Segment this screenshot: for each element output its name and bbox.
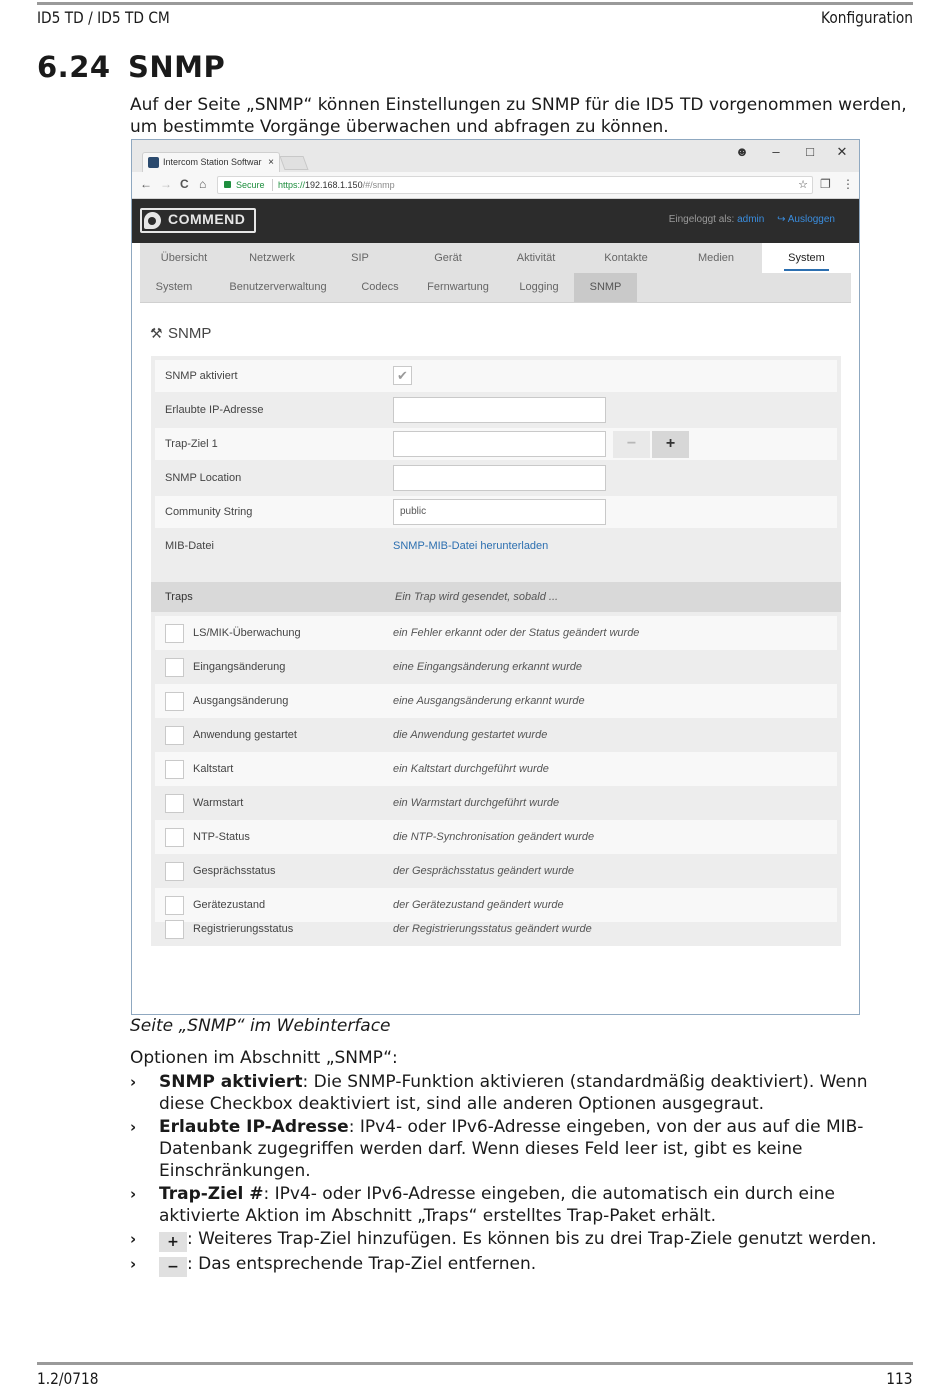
trap-row [155,752,837,786]
page-number: 113 [886,1369,913,1388]
reload-icon[interactable]: C [180,177,189,191]
lock-icon [224,181,231,188]
snmp-location-label: SNMP Location [165,472,242,484]
header-rule [37,2,913,5]
list-item [130,1116,915,1182]
traps-title: Traps [165,591,193,603]
forward-icon[interactable]: → [160,177,172,191]
sub-tab-codecs[interactable]: Codecs [361,281,399,293]
trap-row [155,684,837,718]
row-mib-file [155,530,837,562]
snmp-enabled-checkbox[interactable]: ✔ [393,366,412,385]
trap-label: NTP-Status [193,831,250,843]
trap-description: eine Eingangsänderung erkannt wurde [393,661,582,673]
close-window-icon[interactable]: ✕ [836,144,848,159]
trap-description: die NTP-Synchronisation geändert wurde [393,831,595,843]
traps-card [151,582,841,946]
row-snmp-location [155,462,837,494]
main-tab-sip[interactable]: SIP [351,252,369,264]
trap-checkbox[interactable] [165,920,184,939]
login-status [669,214,835,225]
sub-navigation [140,273,851,303]
cast-icon[interactable]: ❐ [820,177,831,191]
url-host: 192.168.1.150 [305,180,363,190]
address-bar [132,172,859,199]
remove-trap-target-button[interactable]: − [613,431,650,458]
bullet-arrow-icon: › [130,1118,137,1136]
trap-description: der Gesprächsstatus geändert wurde [393,865,574,877]
main-tab-geraet[interactable]: Gerät [434,252,462,264]
trap-description: der Registrierungsstatus geändert wurde [393,923,592,935]
trap-description: eine Ausgangsänderung erkannt wurde [393,695,585,707]
browser-tab-strip [132,140,859,172]
main-tab-aktivitaet[interactable]: Aktivität [516,252,556,264]
trap-row [155,786,837,820]
login-label: Eingeloggt als: [668,214,735,225]
add-trap-target-button[interactable]: + [652,431,689,458]
trap-checkbox[interactable] [165,862,184,881]
list-item [130,1183,915,1227]
document-header [37,0,913,30]
secure-label: Secure [236,180,265,190]
url-separator [272,179,273,191]
commend-logo [140,208,256,233]
main-tab-system[interactable]: System [762,243,851,273]
logo-mark-icon [144,212,161,229]
main-tab-kontakte[interactable]: Kontakte [604,252,648,264]
trap-checkbox[interactable] [165,760,184,779]
trap-label: Eingangsänderung [193,661,286,673]
snmp-enabled-label: SNMP aktiviert [165,370,238,382]
trap-row [155,854,837,888]
option-text: : Die SNMP-Funktion aktivieren (standardmäßig deaktiviert). Wenn diese Checkbox deaktiviert ist, sind alle anderen Optionen ausgegraut. [159,1072,868,1114]
trap-label: Warmstart [193,797,244,809]
logout-label: Ausloggen [787,214,835,225]
section-name: SNMP [128,50,226,84]
options-list [130,1071,915,1278]
main-tab-medien[interactable]: Medien [697,252,735,264]
minus-key-icon: − [159,1257,187,1277]
new-tab-button[interactable] [279,156,308,170]
option-term: Trap-Ziel # [159,1184,264,1204]
trap-checkbox[interactable] [165,828,184,847]
trap-target-label: Trap-Ziel 1 [165,438,218,450]
option-text: : Weiteres Trap-Ziel hinzufügen. Es können bis zu drei Trap-Ziele genutzt werden. [187,1229,877,1249]
bullet-arrow-icon: › [130,1230,137,1248]
snmp-settings-card [151,356,841,582]
list-item [130,1253,915,1277]
footer-version: 1.2/0718 [37,1369,99,1388]
trap-target-input[interactable] [393,431,606,457]
bullet-arrow-icon: › [130,1255,137,1273]
trap-label: Ausgangsänderung [193,695,289,707]
trap-label: Registrierungsstatus [193,923,294,935]
tab-close-icon[interactable]: × [268,157,274,168]
account-icon[interactable]: ☻ [735,144,749,159]
bullet-arrow-icon: › [130,1185,137,1203]
home-icon[interactable]: ⌂ [199,177,207,191]
page-content [140,303,851,1015]
logout-link[interactable]: ↪ Ausloggen [777,214,835,225]
minimize-icon[interactable]: – [772,144,780,159]
allowed-ip-label: Erlaubte IP-Adresse [165,404,264,416]
section-number: 6.24 [37,50,111,84]
trap-label: Kaltstart [193,763,234,775]
app-header [132,199,859,243]
mib-download-link[interactable]: SNMP-MIB-Datei herunterladen [393,540,549,552]
trap-checkbox[interactable] [165,624,184,643]
section-title [37,50,225,84]
header-chapter: Konfiguration [820,8,913,27]
main-tab-netzwerk[interactable]: Netzwerk [249,252,295,264]
url-scheme: https:// [278,180,306,190]
main-navigation [140,243,851,273]
row-allowed-ip [155,394,837,426]
option-term: Erlaubte IP-Adresse [159,1117,349,1137]
community-string-input[interactable]: public [393,499,606,525]
options-intro: Optionen im Abschnitt „SNMP“: [130,1048,398,1068]
traps-subtitle: Ein Trap wird gesendet, sobald ... [395,591,559,603]
document-footer [37,1360,913,1388]
mib-file-label: MIB-Datei [165,540,214,552]
bookmark-star-icon[interactable]: ☆ [798,179,808,191]
sub-tab-snmp[interactable]: SNMP [574,273,637,302]
logo-text: COMMEND [168,211,246,227]
url-field[interactable] [217,176,813,194]
browser-tab-title: Intercom Station Softwar [163,157,262,167]
trap-row [155,718,837,752]
trap-label: Gesprächsstatus [193,865,276,877]
list-item [130,1071,915,1115]
favicon-icon [148,157,159,168]
trap-description: ein Fehler erkannt oder der Status geändert wurde [393,627,640,639]
row-community-string [155,496,837,528]
back-icon[interactable]: ← [140,177,152,191]
bullet-arrow-icon: › [130,1073,137,1091]
trap-checkbox[interactable] [165,794,184,813]
page-heading [150,325,211,342]
option-text: : IPv4- oder IPv6-Adresse eingeben, von der aus auf die MIB-Datenbank zugegriffen werden darf. Wenn dieses Feld leer ist, gibt es keine Einschränkungen. [159,1117,864,1181]
option-text: : IPv4- oder IPv6-Adresse eingeben, die automatisch ein durch eine aktivierte Aktion im Abschnitt „Traps“ erstelltes Trap-Paket erhält. [159,1184,835,1226]
trap-row [155,650,837,684]
trap-label: Gerätezustand [193,899,266,911]
trap-description: ein Kaltstart durchgeführt wurde [393,763,549,775]
traps-header [151,582,841,612]
webinterface-screenshot [131,139,860,1015]
browser-tab[interactable] [142,152,280,172]
browser-menu-icon[interactable]: ⋮ [842,177,854,191]
trap-label: Anwendung gestartet [193,729,297,741]
sub-tab-logging[interactable]: Logging [519,281,559,293]
trap-checkbox[interactable] [165,726,184,745]
allowed-ip-input[interactable] [393,397,606,423]
sub-tab-benutzerverwaltung[interactable]: Benutzerverwaltung [229,281,327,293]
option-term: SNMP aktiviert [159,1072,303,1092]
trap-checkbox[interactable] [165,692,184,711]
trap-description: die Anwendung gestartet wurde [393,729,548,741]
row-snmp-enabled [155,360,837,392]
trap-description: ein Warmstart durchgeführt wurde [393,797,560,809]
footer-rule [37,1362,913,1365]
list-item [130,1228,915,1252]
login-user-link[interactable]: admin [737,214,765,225]
figure-caption: Seite „SNMP“ im Webinterface [130,1016,391,1036]
snmp-location-input[interactable] [393,465,606,491]
intro-paragraph: Auf der Seite „SNMP“ können Einstellungen zu SNMP für die ID5 TD vorgenommen werden, um bestimmte Vorgänge überwachen und abfragen zu können. [130,95,907,137]
sub-tab-fernwartung[interactable]: Fernwartung [427,281,489,293]
tools-icon: ⚒ [150,325,163,341]
sub-tab-system[interactable]: System [155,281,193,293]
url-text [278,177,395,193]
trap-row [155,912,837,946]
plus-key-icon: + [159,1232,187,1252]
option-text: : Das entsprechende Trap-Ziel entfernen. [187,1254,537,1274]
main-tab-uebersicht[interactable]: Übersicht [160,252,208,264]
trap-row [155,820,837,854]
url-path: /#/snmp [362,180,395,190]
trap-label: LS/MIK-Überwachung [193,627,301,639]
row-trap-target [155,428,837,460]
trap-checkbox[interactable] [165,658,184,677]
community-string-label: Community String [165,506,253,518]
maximize-icon[interactable]: □ [806,144,814,159]
trap-description: der Gerätezustand geändert wurde [393,899,564,911]
trap-row [155,616,837,650]
header-product: ID5 TD / ID5 TD CM [37,8,170,27]
page-heading-text: SNMP [168,325,212,342]
